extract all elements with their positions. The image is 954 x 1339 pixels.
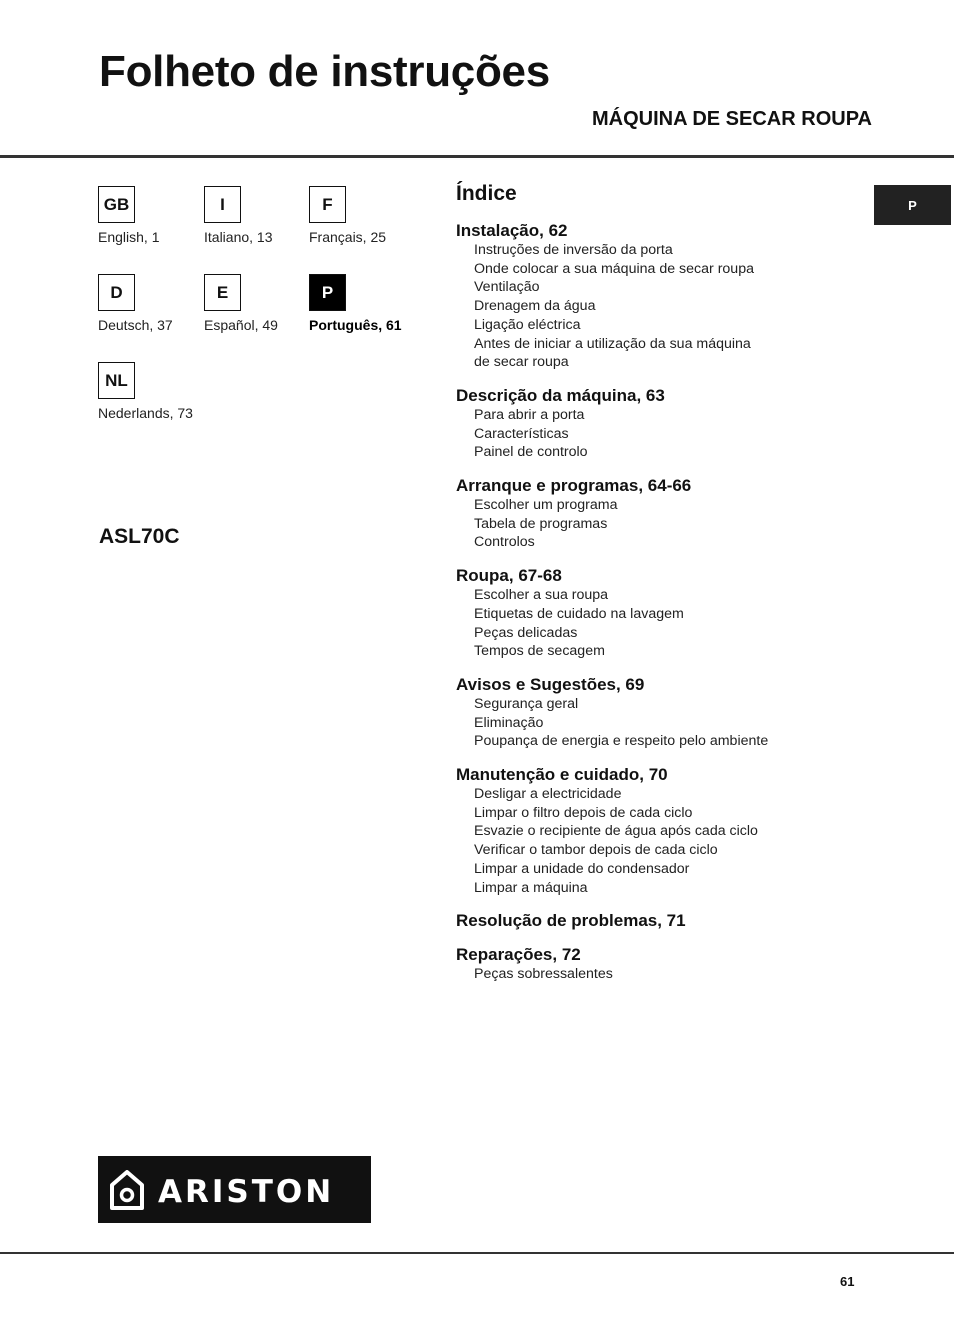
language-label: Nederlands, 73 — [98, 405, 193, 421]
toc-item: Características — [474, 425, 569, 442]
toc-section-heading[interactable]: Reparações, 72 — [456, 945, 581, 965]
house-icon — [110, 1170, 144, 1210]
language-label: Italiano, 13 — [204, 229, 273, 245]
language-label: Deutsch, 37 — [98, 317, 173, 333]
toc-item-list — [456, 496, 856, 552]
language-item-e[interactable] — [204, 274, 314, 333]
language-code-box: E — [204, 274, 241, 311]
language-code-box: NL — [98, 362, 135, 399]
toc-section — [456, 475, 856, 552]
toc-item: Peças delicadas — [474, 624, 578, 641]
toc-item: Escolher um programa — [474, 497, 618, 514]
page-number: 61 — [840, 1274, 855, 1289]
toc-section-heading[interactable]: Descrição da máquina, 63 — [456, 385, 665, 405]
toc-item: Peças sobressalentes — [474, 966, 613, 983]
language-label: English, 1 — [98, 229, 160, 245]
toc-item: Poupança de energia e respeito pelo ambiente — [474, 733, 769, 750]
toc-item: Limpar a unidade do condensador — [474, 860, 690, 877]
model-number: ASL70C — [99, 525, 180, 548]
toc-section-heading[interactable]: Arranque e programas, 64-66 — [456, 476, 692, 496]
toc-item: Onde colocar a sua máquina de secar roupa — [474, 260, 754, 277]
language-item-gb[interactable] — [98, 186, 208, 245]
toc-item-list — [456, 406, 856, 462]
document-title: Folheto de instruções — [99, 47, 550, 96]
ariston-logo — [98, 1156, 371, 1223]
toc-item: Limpar o filtro depois de cada ciclo — [474, 804, 693, 821]
toc-item: Para abrir a porta — [474, 406, 585, 423]
language-label: Français, 25 — [309, 229, 387, 245]
toc-item: Tabela de programas — [474, 515, 608, 532]
toc-item: Controlos — [474, 534, 535, 551]
toc-item: Ventilação — [474, 279, 540, 296]
toc-item-list — [456, 785, 856, 897]
toc-section-heading[interactable]: Avisos e Sugestões, 69 — [456, 674, 645, 694]
toc-item: Verificar o tambor depois de cada ciclo — [474, 842, 718, 859]
toc-section — [456, 910, 856, 931]
toc-item: Limpar a máquina — [474, 879, 588, 896]
toc-section — [456, 565, 856, 661]
document-subtitle: MÁQUINA DE SECAR ROUPA — [591, 108, 872, 130]
toc-section — [456, 944, 856, 984]
toc-item: Esvazie o recipiente de água após cada ciclo — [474, 823, 758, 840]
language-code-box: F — [309, 186, 346, 223]
toc-item: Segurança geral — [474, 695, 579, 712]
toc-item: Instruções de inversão da porta — [474, 242, 673, 258]
language-item-p-active[interactable] — [309, 274, 419, 333]
toc-item: Etiquetas de cuidado na lavagem — [474, 605, 684, 622]
toc-item-list — [456, 586, 856, 661]
language-code-box: I — [204, 186, 241, 223]
toc-section-heading[interactable]: Resolução de problemas, 71 — [456, 911, 686, 931]
toc-section-heading[interactable]: Instalação, 62 — [456, 221, 568, 240]
toc-item: Desligar a electricidade — [474, 786, 622, 803]
top-divider — [0, 155, 954, 158]
language-code-box: P — [309, 274, 346, 311]
toc-item: Drenagem da água — [474, 298, 596, 315]
language-item-i[interactable] — [204, 186, 314, 245]
toc-section-heading[interactable]: Roupa, 67-68 — [456, 566, 562, 586]
language-item-nl[interactable] — [98, 362, 208, 421]
toc-section — [456, 674, 856, 751]
toc-item-list — [456, 241, 856, 372]
brand-name: ARISTON — [158, 1173, 335, 1210]
toc-item-list — [456, 695, 856, 751]
toc-item: Antes de iniciar a utilização da sua máquina — [474, 335, 751, 352]
language-item-f[interactable] — [309, 186, 419, 245]
toc-item: Escolher a sua roupa — [474, 587, 609, 604]
toc-item: Eliminação — [474, 714, 544, 731]
toc-section — [456, 220, 856, 372]
language-label: Português, 61 — [309, 317, 402, 333]
toc-item: Painel de controlo — [474, 444, 588, 461]
toc-sections — [456, 220, 856, 984]
toc-section — [456, 385, 856, 462]
toc-section-heading[interactable]: Manutenção e cuidado, 70 — [456, 765, 668, 785]
toc-item: de secar roupa — [474, 354, 569, 371]
toc-item-list — [456, 965, 856, 984]
language-code-box: GB — [98, 186, 135, 223]
toc-title: Índice — [456, 182, 517, 205]
language-item-d[interactable] — [98, 274, 208, 333]
toc-item: Tempos de secagem — [474, 643, 605, 660]
language-label: Español, 49 — [204, 317, 278, 333]
bottom-divider — [0, 1252, 954, 1254]
language-side-tab: P — [874, 185, 951, 225]
toc-item: Ligação eléctrica — [474, 316, 581, 333]
language-code-box: D — [98, 274, 135, 311]
toc-section — [456, 764, 856, 897]
table-of-contents — [456, 182, 856, 997]
